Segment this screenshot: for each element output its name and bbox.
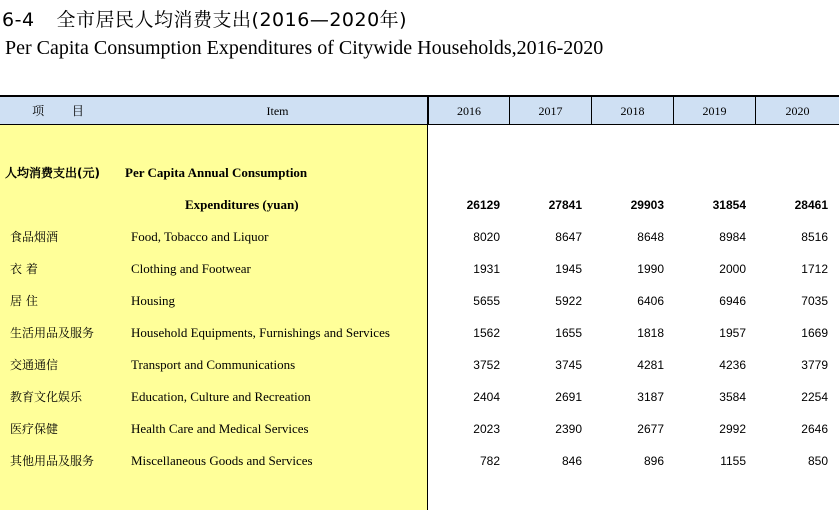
- row-value-2018: 896: [643, 454, 664, 468]
- row-value-2018: 3187: [637, 390, 664, 404]
- row-label-cn: 其他用品及服务: [10, 454, 95, 468]
- total-label-en-line2: Expenditures (yuan): [185, 197, 299, 212]
- total-value-2017: 27841: [548, 198, 582, 212]
- row-value-2020: 1712: [801, 262, 828, 276]
- table-row-total-line1: [0, 157, 839, 189]
- row-value-2016: 5655: [473, 294, 500, 308]
- header-item-cn: 项 目: [32, 104, 96, 118]
- row-value-2020: 2254: [801, 390, 828, 404]
- total-value-2018: 29903: [630, 198, 664, 212]
- row-value-2020: 1669: [801, 326, 828, 340]
- row-value-2017: 2390: [555, 422, 582, 436]
- row-label-en: Household Equipments, Furnishings and Services: [131, 325, 390, 340]
- table-row: [0, 381, 839, 413]
- table-number: 6-4: [2, 9, 35, 31]
- row-label-en: Housing: [131, 293, 176, 308]
- row-value-2016: 1562: [473, 326, 500, 340]
- row-value-2016: 1931: [473, 262, 500, 276]
- row-value-2016: 2023: [473, 422, 500, 436]
- header-year-2019: 2019: [674, 97, 756, 125]
- row-value-2018: 6406: [637, 294, 664, 308]
- row-value-2019: 1957: [719, 326, 746, 340]
- row-value-2019: 8984: [719, 230, 746, 244]
- row-label-cn: 衣 着: [10, 262, 38, 276]
- row-value-2019: 4236: [719, 358, 746, 372]
- row-value-2018: 1990: [637, 262, 664, 276]
- row-value-2017: 3745: [555, 358, 582, 372]
- row-value-2018: 4281: [637, 358, 664, 372]
- table-row-total: [0, 189, 839, 221]
- row-value-2019: 6946: [719, 294, 746, 308]
- row-value-2020: 8516: [801, 230, 828, 244]
- row-value-2020: 2646: [801, 422, 828, 436]
- row-label-en: Health Care and Medical Services: [131, 421, 309, 436]
- table-row: [0, 413, 839, 445]
- table-row: [0, 445, 839, 477]
- row-value-2016: 2404: [473, 390, 500, 404]
- row-value-2018: 2677: [637, 422, 664, 436]
- table-row: [0, 221, 839, 253]
- page-title-cn: [2, 5, 407, 32]
- row-label-en: Transport and Communications: [131, 357, 296, 372]
- data-table: [0, 95, 839, 510]
- row-value-2019: 3584: [719, 390, 746, 404]
- table-row: [0, 317, 839, 349]
- total-value-2019: 31854: [712, 198, 746, 212]
- row-value-2017: 5922: [555, 294, 582, 308]
- row-label-en: Clothing and Footwear: [131, 261, 251, 276]
- title-cn-text: 全市居民人均消费支出(2016—2020年): [56, 9, 408, 31]
- row-value-2016: 3752: [473, 358, 500, 372]
- row-value-2017: 1655: [555, 326, 582, 340]
- header-year-2016: 2016: [428, 97, 510, 125]
- header-year-2020: 2020: [785, 104, 810, 118]
- row-value-2017: 2691: [555, 390, 582, 404]
- header-year-2017: 2017: [510, 97, 592, 125]
- row-value-2020: 7035: [801, 294, 828, 308]
- row-value-2020: 3779: [801, 358, 828, 372]
- page-title-en: Per Capita Consumption Expenditures of Citywide Households,2016-2020: [5, 37, 604, 59]
- row-label-cn: 居 住: [10, 294, 38, 308]
- table-row: [0, 253, 839, 285]
- table-header: [0, 95, 839, 125]
- row-value-2018: 8648: [637, 230, 664, 244]
- table-row: [0, 349, 839, 381]
- row-label-cn: 交通通信: [10, 358, 59, 372]
- row-value-2020: 850: [807, 454, 828, 468]
- row-label-cn: 食品烟酒: [10, 230, 59, 244]
- row-value-2018: 1818: [637, 326, 664, 340]
- table-row: [0, 285, 839, 317]
- header-year-2018: 2018: [592, 97, 674, 125]
- row-label-en: Miscellaneous Goods and Services: [131, 453, 313, 468]
- total-value-2016: 26129: [466, 198, 500, 212]
- row-value-2016: 782: [479, 454, 500, 468]
- total-label-en-line1: Per Capita Annual Consumption: [125, 165, 308, 180]
- row-label-cn: 教育文化娱乐: [10, 390, 83, 404]
- total-value-2020: 28461: [794, 198, 828, 212]
- row-value-2019: 2000: [719, 262, 746, 276]
- row-label-en: Education, Culture and Recreation: [131, 389, 311, 404]
- row-label-cn: 生活用品及服务: [10, 326, 95, 340]
- row-value-2017: 846: [561, 454, 582, 468]
- row-value-2016: 8020: [473, 230, 500, 244]
- total-label-cn: 人均消费支出(元): [5, 166, 100, 180]
- header-item-en: Item: [128, 97, 428, 125]
- row-value-2019: 2992: [719, 422, 746, 436]
- row-label-en: Food, Tobacco and Liquor: [131, 229, 269, 244]
- row-value-2017: 1945: [555, 262, 582, 276]
- row-label-cn: 医疗保健: [10, 422, 59, 436]
- row-value-2019: 1155: [720, 454, 746, 468]
- row-value-2017: 8647: [555, 230, 582, 244]
